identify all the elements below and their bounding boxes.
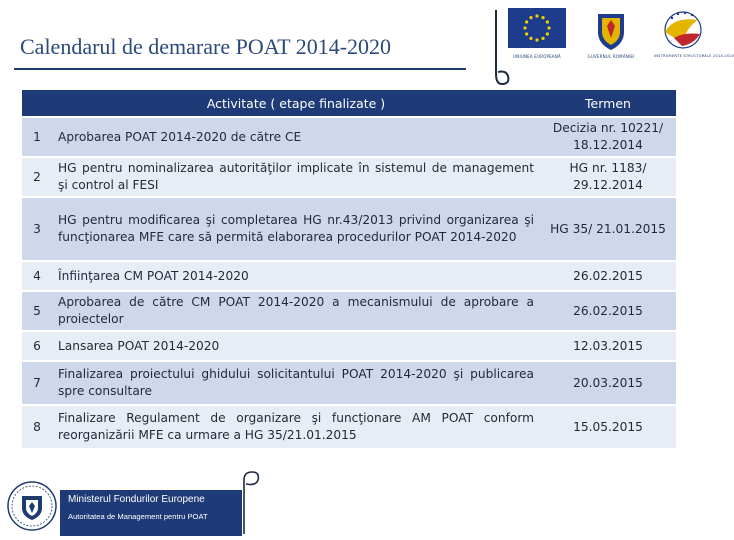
structural-instruments-logo-icon [654, 8, 712, 52]
row-activity: Finalizare Regulament de organizare şi funcţionare AM POAT conform reorganizării MFE ca urmare a HG 35/21.01.2015 [58, 411, 534, 442]
ministry-name: Ministerul Fondurilor Europene [68, 494, 205, 505]
table-header-row [22, 90, 676, 118]
gov-caption: GUVERNUL ROMÂNIEI [587, 54, 635, 59]
header-term: Termen [585, 95, 631, 111]
row-activity: Finalizarea proiectului ghidului solicitantului POAT 2014-2020 şi publicarea spre consultare [58, 367, 534, 398]
row-number: 6 [33, 338, 41, 353]
row-term: HG nr. 1183/ 29.12.2014 [569, 161, 647, 192]
row-activity: Aprobarea de către CM POAT 2014-2020 a mecanismului de aprobare a proiectelor [58, 295, 534, 326]
row-term: HG 35/ 21.01.2015 [550, 221, 666, 236]
table-row [22, 158, 676, 198]
eu-caption: UNIUNEA EUROPEANĂ [513, 54, 561, 59]
title-underline [14, 68, 466, 70]
ministry-banner [60, 490, 242, 536]
row-number: 2 [33, 169, 41, 184]
table-row [22, 332, 676, 362]
row-activity: Înfiinţarea CM POAT 2014-2020 [58, 268, 249, 283]
row-activity: Lansarea POAT 2014-2020 [58, 338, 220, 353]
romania-coat-of-arms-icon [594, 8, 628, 52]
program-caption: INSTRUMENTE STRUCTURALE 2014-2020 [654, 54, 734, 58]
row-term: 26.02.2015 [573, 303, 643, 318]
table-row [22, 362, 676, 406]
row-term: 20.03.2015 [573, 375, 643, 390]
row-number: 4 [33, 268, 41, 283]
row-term: Decizia nr. 10221/ 18.12.2014 [552, 121, 664, 152]
calendar-table [22, 90, 676, 450]
row-activity: HG pentru modificarea şi completarea HG nr.43/2013 privind organizarea şi funcţionarea MFE care să permită elaborarea procedurilor POAT 2014-2020 [58, 213, 534, 244]
row-number: 7 [33, 375, 41, 390]
table-row [22, 118, 676, 158]
row-number: 1 [33, 129, 41, 144]
row-number: 5 [33, 303, 41, 318]
row-activity: Aprobarea POAT 2014-2020 de către CE [58, 129, 302, 144]
footer [6, 470, 266, 540]
row-term: 26.02.2015 [573, 268, 643, 283]
header-activity: Activitate ( etape finalizate ) [206, 95, 386, 111]
page-title: Calendarul de demarare POAT 2014-2020 [20, 34, 392, 59]
table-row [22, 406, 676, 450]
managing-authority-name: Autoritatea de Management pentru POAT [68, 512, 208, 521]
eu-flag-icon [508, 8, 566, 48]
row-term: 15.05.2015 [573, 419, 643, 434]
row-number: 8 [33, 419, 41, 434]
table-row [22, 198, 676, 262]
ministry-emblem-icon [6, 476, 58, 536]
row-activity: HG pentru nominalizarea autorităţilor implicate în sistemul de management şi control al FESI [58, 161, 534, 192]
logo-strip [508, 8, 734, 64]
header-number [22, 90, 52, 116]
pen-stroke-icon [238, 470, 264, 536]
table-row [22, 262, 676, 292]
row-number: 3 [33, 221, 41, 236]
row-term: 12.03.2015 [573, 338, 643, 353]
table-row [22, 292, 676, 332]
